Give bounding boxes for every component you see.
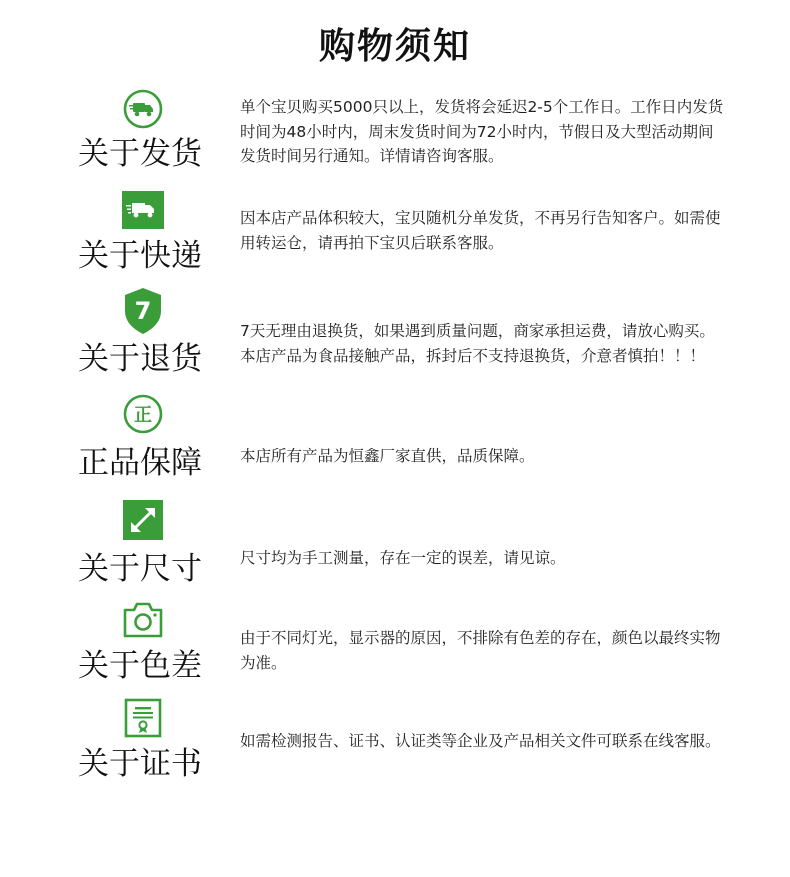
notice-label: 正品保障 xyxy=(78,445,202,481)
notice-text: 由于不同灯光，显示器的原因，不排除有色差的存在，颜色以最终实物为准。 xyxy=(240,629,721,672)
notice-text: 尺寸均为手工测量，存在一定的误差，请见谅。 xyxy=(240,549,566,567)
notice-label: 关于发货 xyxy=(78,136,202,172)
notice-text: 7天无理由退换货，如果遇到质量问题，商家承担运费，请放心购买。本店产品为食品接触产品，拆封后不支持退换货，介意者慎拍！！！ xyxy=(240,322,715,365)
page-title: 购物须知 xyxy=(318,26,471,67)
camera-icon xyxy=(121,598,165,642)
genuine-badge-icon xyxy=(121,392,165,436)
notice-text: 单个宝贝购买5000只以上，发货将会延迟2-5个工作日。工作日内发货时间为48小时内，周末发货时间为72小时内，节假日及大型活动期间发货时间另行通知。详情请咨询客服。 xyxy=(240,98,724,165)
notice-text: 如需检测报告、证书、认证类等企业及产品相关文件可联系在线客服。 xyxy=(240,732,721,750)
notice-text: 本店所有产品为恒鑫厂家直供，品质保障。 xyxy=(240,447,535,465)
notice-label: 关于快递 xyxy=(78,238,202,274)
notice-label: 关于色差 xyxy=(78,648,202,684)
notice-text: 因本店产品体积较大，宝贝随机分单发货，不再另行告知客户。如需使用转运仓，请再拍下宝贝后联系客服。 xyxy=(240,209,721,252)
resize-arrows-icon xyxy=(121,498,165,542)
notice-label: 关于退货 xyxy=(78,341,202,377)
certificate-icon xyxy=(121,696,165,740)
notice-label: 关于证书 xyxy=(78,746,202,782)
express-truck-icon xyxy=(121,188,165,232)
seven-day-shield-icon xyxy=(121,287,165,335)
delivery-truck-circle-icon xyxy=(121,87,165,131)
badge-character: 正 xyxy=(134,405,152,426)
notice-label: 关于尺寸 xyxy=(78,551,202,587)
shield-number: 7 xyxy=(134,297,152,325)
